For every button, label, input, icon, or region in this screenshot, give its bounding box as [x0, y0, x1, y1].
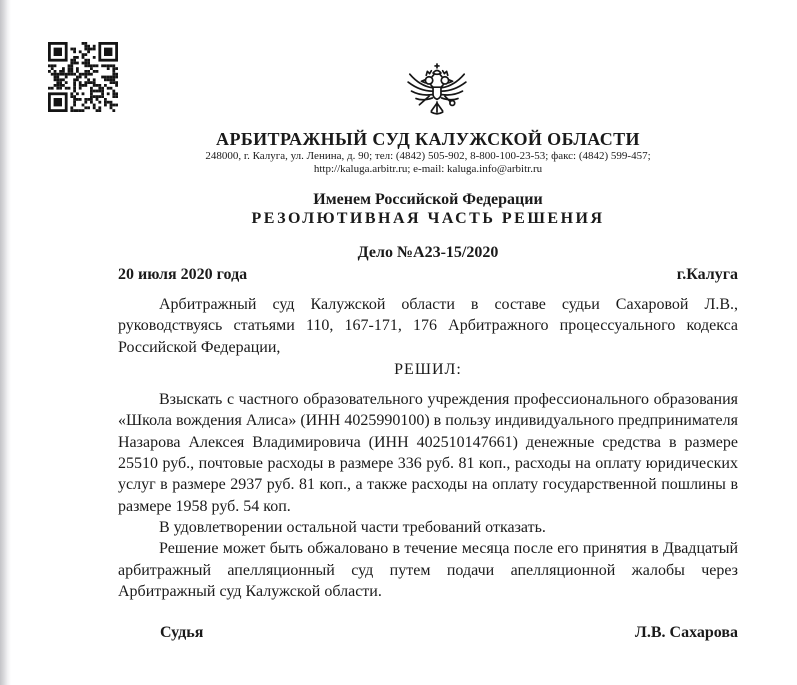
court-name: АРБИТРАЖНЫЙ СУД КАЛУЖСКОЙ ОБЛАСТИ [216, 129, 640, 149]
decision-city: г.Калуга [676, 266, 738, 283]
court-address-line2: http://kaluga.arbitr.ru; e-mail: kaluga.info@arbitr.ru [313, 163, 543, 175]
appeal-paragraph: Решение может быть обжаловано в течение месяца после его принятия в Двадцатый арбитражный апелляционный суд путем подачи апелляционной жалобы через Арбитражный суд Калужской области. [118, 540, 738, 600]
document-content [118, 128, 738, 643]
resolution-paragraph: Взыскать с частного образовательного учреждения профессионального образования «Школа вождения Алиса» (ИНН 4025990100) в пользу индивидуального предпринимателя Назарова Алексея Владимировича (ИНН 402510147661) денежные средства в размере 25510 руб., почтовые расходы в размере 336 руб. 81 коп., расходы на оплату юридических услуг в размере 2937 руб. 81 коп., а также расходы на оплату государственной пошлины в размере 1958 руб. 54 коп. [118, 391, 738, 515]
case-number: Дело №А23-15/2020 [357, 244, 499, 261]
signature-row [118, 623, 738, 643]
intro-paragraph: Арбитражный суд Калужской области в составе судьи Сахаровой Л.В., руководствуясь статьями 110, 167-171, 176 Арбитражного процессуального кодекса Российской Федерации, [118, 296, 738, 356]
judge-name: Л.В. Сахарова [634, 624, 738, 642]
court-address-line1: 248000, г. Калуга, ул. Ленина, д. 90; тел: (4842) 505-902, 8-800-100-23-53; факс: (4842) 599-457; [205, 150, 651, 162]
document-type-title: РЕЗОЛЮТИВНАЯ ЧАСТЬ РЕШЕНИЯ [251, 210, 605, 227]
judge-role-label: Судья [160, 624, 204, 642]
qr-code [48, 42, 118, 112]
date-city-row [118, 265, 738, 285]
resolved-label: РЕШИЛ: [394, 360, 462, 378]
denial-paragraph: В удовлетворении остальной части требований отказать. [159, 518, 546, 536]
page-left-edge-shadow [0, 0, 11, 685]
russian-coat-of-arms-icon [403, 60, 471, 128]
decision-date: 20 июля 2020 года [118, 266, 248, 283]
in-the-name-line: Именем Российской Федерации [313, 191, 543, 208]
